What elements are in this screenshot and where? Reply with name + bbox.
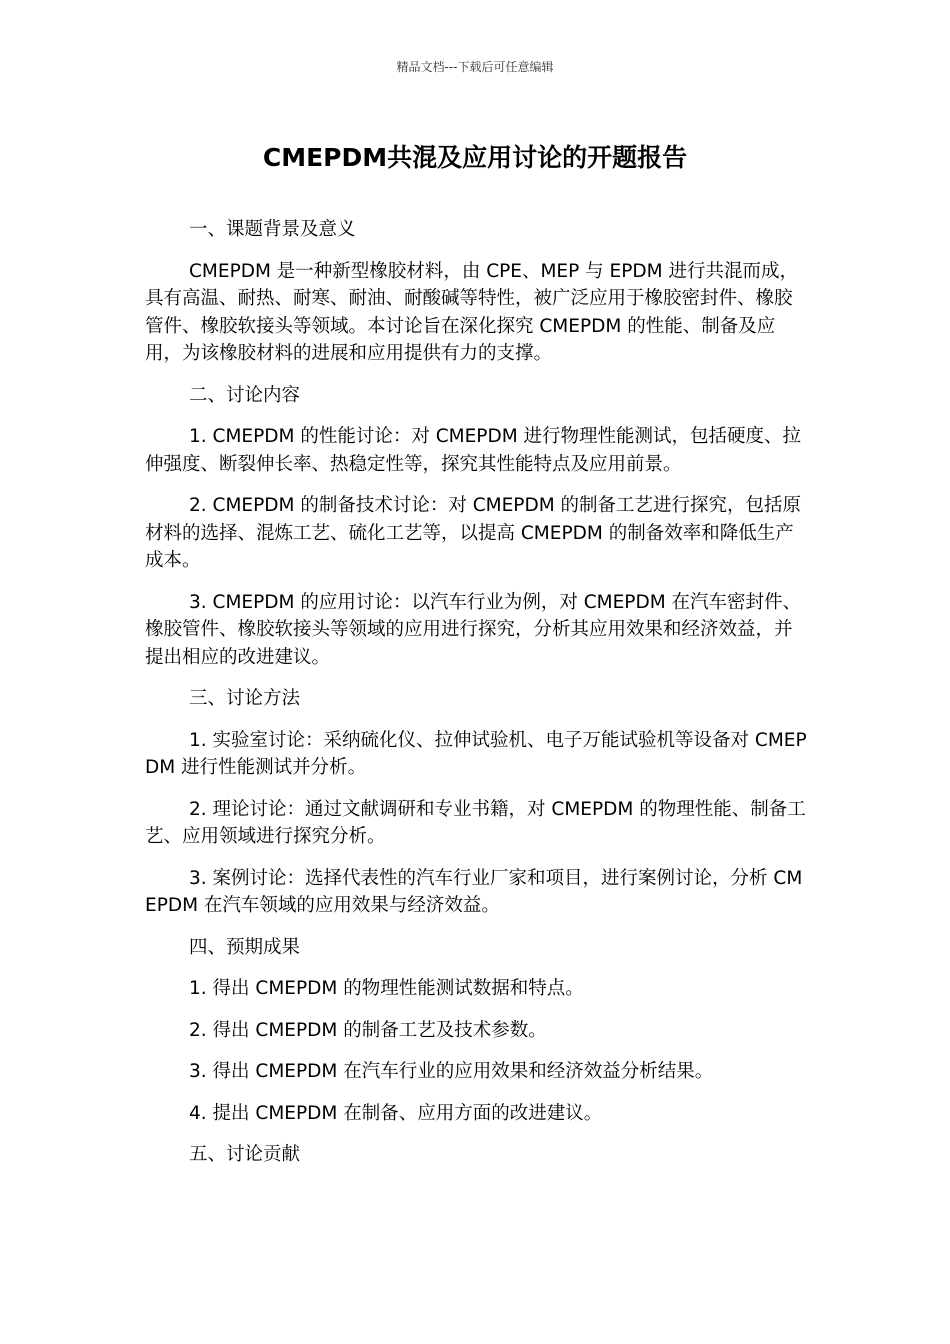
document-title: CMEPDM共混及应用讨论的开题报告 xyxy=(262,143,688,172)
paragraph: 2. 理论讨论：通过文献调研和专业书籍，对 CMEPDM 的物理性能、制备工艺、应用领域进行探究分析。 xyxy=(145,798,806,847)
paragraph: 3. 得出 CMEPDM 在汽车行业的应用效果和经济效益分析结果。 xyxy=(189,1061,714,1082)
paragraph: 3. CMEPDM 的应用讨论：以汽车行业为例，对 CMEPDM 在汽车密封件、橡胶管件、橡胶软接头等领域的应用进行探究，分析其应用效果和经济效益，并提出相应的改进建议。 xyxy=(145,591,802,668)
document-body xyxy=(145,216,810,1183)
paragraph: 2. 得出 CMEPDM 的制备工艺及技术参数。 xyxy=(189,1019,547,1041)
paragraph: 1. 实验室讨论：采纳硫化仪、拉伸试验机、电子万能试验机等设备对 CMEPDM 进行性能测试并分析。 xyxy=(145,729,807,778)
section-heading: 五、讨论贡献 xyxy=(189,1144,301,1165)
paragraph: 1. CMEPDM 的性能讨论：对 CMEPDM 进行物理性能测试，包括硬度、拉伸强度、断裂伸长率、热稳定性等，探究其性能特点及应用前景。 xyxy=(145,426,802,475)
section-heading: 一、课题背景及意义 xyxy=(189,219,356,240)
section-heading: 二、讨论内容 xyxy=(189,384,301,406)
section-heading: 四、预期成果 xyxy=(189,936,301,958)
paragraph: CMEPDM 是一种新型橡胶材料，由 CPE、MEP 与 EPDM 进行共混而成，具有高温、耐热、耐寒、耐油、耐酸碱等特性，被广泛应用于橡胶密封件、橡胶管件、橡胶软接头等领域。本讨论旨在深化探究 CMEPDM 的性能、制备及应用，为该橡胶材料的进展和应用提供有力的支撑。 xyxy=(145,260,798,364)
section-heading: 三、讨论方法 xyxy=(189,688,301,709)
paragraph: 3. 案例讨论：选择代表性的汽车行业厂家和项目，进行案例讨论，分析 CMEPDM 在汽车领域的应用效果与经济效益。 xyxy=(145,867,803,916)
paragraph: 4. 提出 CMEPDM 在制备、应用方面的改进建议。 xyxy=(189,1102,603,1124)
page-header: 精品文档---下载后可任意编辑 xyxy=(396,60,554,74)
paragraph: 1. 得出 CMEPDM 的物理性能测试数据和特点。 xyxy=(189,978,584,999)
paragraph: 2. CMEPDM 的制备技术讨论：对 CMEPDM 的制备工艺进行探究，包括原材料的选择、混炼工艺、硫化工艺等，以提高 CMEPDM 的制备效率和降低生产成本。 xyxy=(145,495,802,571)
